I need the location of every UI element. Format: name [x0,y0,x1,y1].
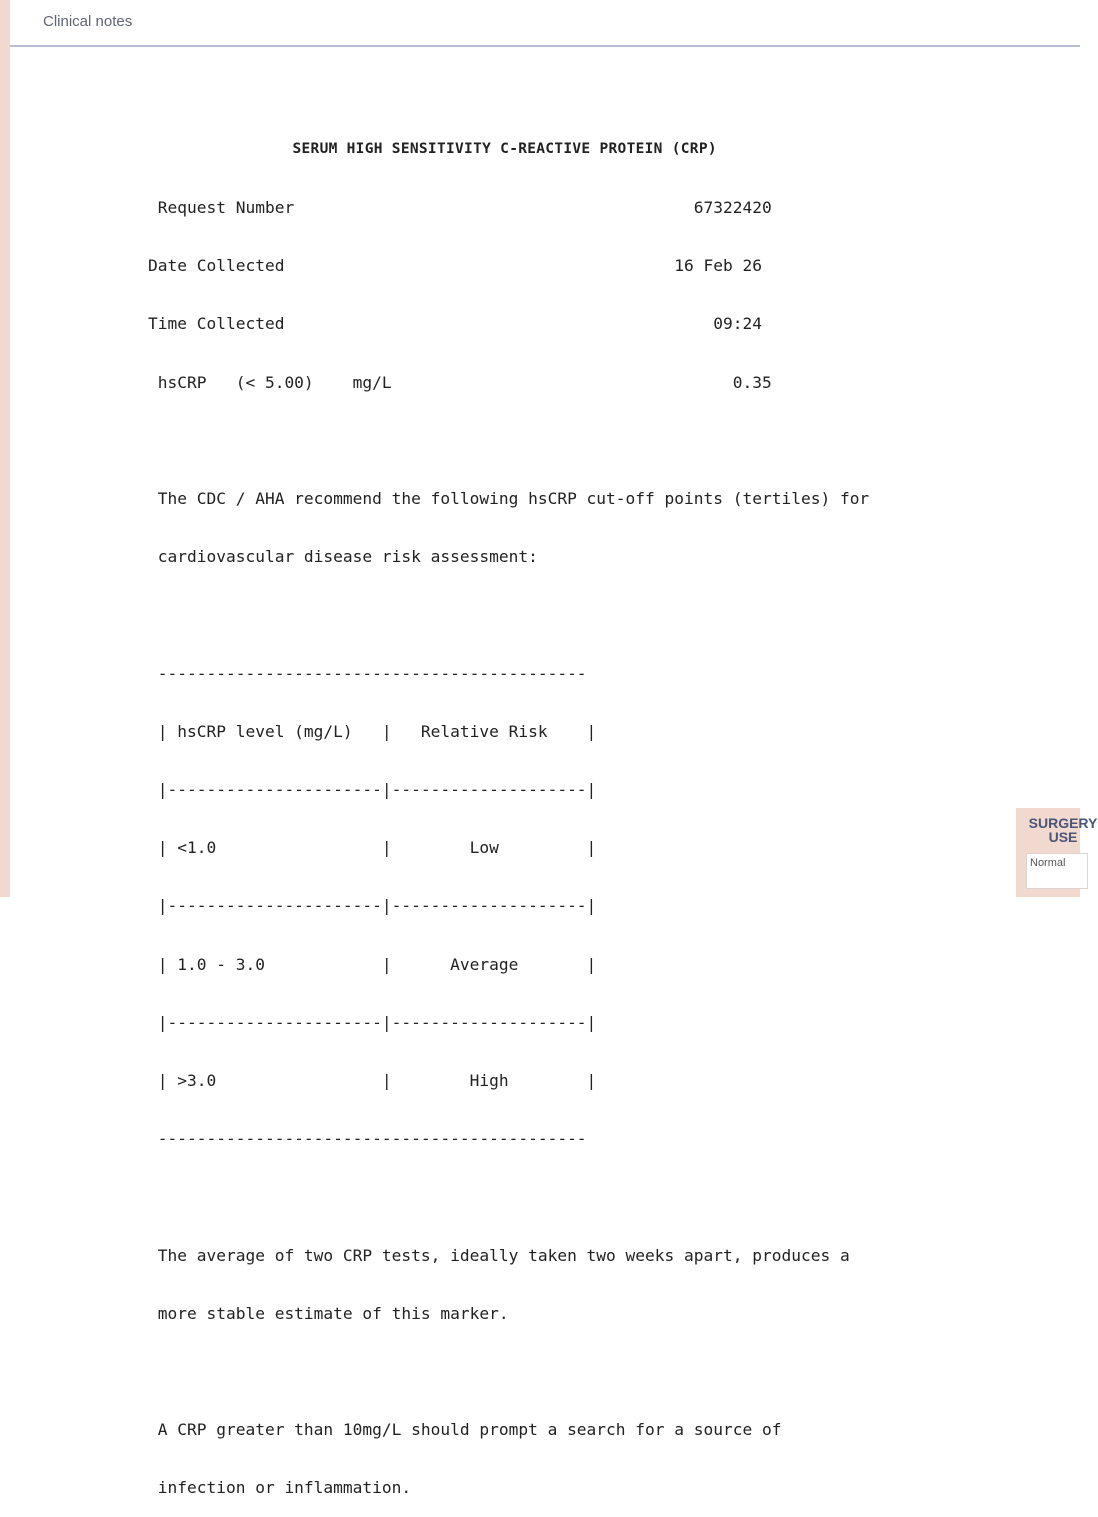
report-line-cdc-intro: The CDC / AHA recommend the following hsCRP cut-off points (tertiles) for [148,489,870,509]
header-bar [10,0,1080,47]
left-accent-strip [0,0,10,897]
risk-table-divider: |----------------------|--------------------| [148,896,597,916]
risk-table-row-low: | <1.0 | Low | [148,838,597,858]
report-line-date-collected: Date Collected 16 Feb 26 [148,256,762,276]
risk-table-border: -------------------------------------------- [148,1129,587,1149]
report-line-crp-warning: A CRP greater than 10mg/L should prompt a search for a source of [148,1420,782,1440]
risk-table-header: | hsCRP level (mg/L) | Relative Risk | [148,721,597,741]
risk-table-divider: |----------------------|--------------------| [148,1012,597,1032]
risk-table-border: -------------------------------------------- [148,663,587,683]
surgery-status-field[interactable] [1026,853,1088,889]
risk-table-divider: |----------------------|--------------------| [148,780,597,800]
report-line-blank [148,605,869,624]
surgery-status-value: Normal [1030,857,1066,869]
report-line-average-note: The average of two CRP tests, ideally taken two weeks apart, produces a [148,1245,850,1265]
page-title: Clinical notes [43,13,133,30]
report-line-cdc-intro-cont: cardiovascular disease risk assessment: [148,547,538,567]
risk-table-row-average: | 1.0 - 3.0 | Average | [148,954,597,974]
lab-report [148,101,869,1517]
report-line-time-collected: Time Collected 09:24 [148,314,762,334]
risk-table-row-high: | >3.0 | High | [148,1071,597,1091]
report-line-crp-warning-cont: infection or inflammation. [148,1478,412,1498]
report-line-hscrp-result: hsCRP (< 5.00) mg/L 0.35 [148,372,772,392]
surgery-use-panel [1016,808,1098,897]
report-line-blank [148,1362,869,1381]
report-line-blank [148,431,869,450]
surgery-use-title: SURGERY USE [1028,815,1098,845]
report-line-blank [148,1187,869,1206]
report-line-request-number: Request Number 67322420 [148,198,772,218]
report-line-average-note-cont: more stable estimate of this marker. [148,1303,509,1323]
report-title: SERUM HIGH SENSITIVITY C-REACTIVE PROTEIN (CRP) [148,140,717,157]
